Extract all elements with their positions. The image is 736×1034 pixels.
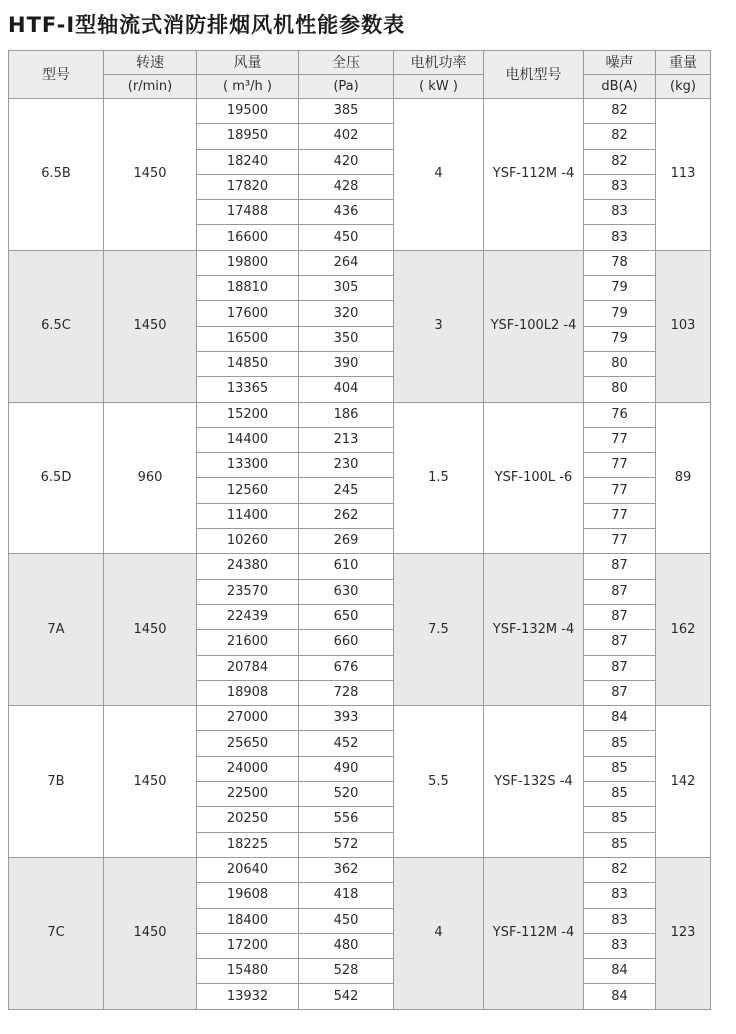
cell-pressure: 556 [299, 807, 394, 832]
table-row [9, 402, 711, 427]
cell-flow: 18950 [197, 124, 299, 149]
cell-motor: YSF-132M -4 [484, 554, 584, 706]
cell-noise: 77 [584, 453, 656, 478]
header-noise-unit: dB(A) [584, 75, 656, 99]
cell-noise: 82 [584, 149, 656, 174]
cell-flow: 16600 [197, 225, 299, 250]
header-flow-unit: ( m³/h ) [197, 75, 299, 99]
cell-flow: 21600 [197, 630, 299, 655]
cell-pressure: 542 [299, 984, 394, 1009]
cell-noise: 87 [584, 655, 656, 680]
cell-noise: 83 [584, 200, 656, 225]
table-row [9, 857, 711, 882]
cell-noise: 76 [584, 402, 656, 427]
header-flow: 风量 [197, 51, 299, 75]
cell-pressure: 660 [299, 630, 394, 655]
cell-motor: YSF-100L2 -4 [484, 250, 584, 402]
cell-noise: 80 [584, 377, 656, 402]
header-weight: 重量 [656, 51, 711, 75]
cell-pressure: 269 [299, 529, 394, 554]
table-body [9, 99, 711, 1010]
cell-flow: 17488 [197, 200, 299, 225]
table-row [9, 554, 711, 579]
cell-pressure: 436 [299, 200, 394, 225]
cell-noise: 83 [584, 883, 656, 908]
header-noise: 噪声 [584, 51, 656, 75]
cell-noise: 79 [584, 301, 656, 326]
cell-noise: 87 [584, 554, 656, 579]
cell-pressure: 262 [299, 503, 394, 528]
header-model: 型号 [9, 51, 104, 99]
cell-weight: 113 [656, 99, 711, 251]
cell-noise: 78 [584, 250, 656, 275]
cell-flow: 19500 [197, 99, 299, 124]
header-pressure: 全压 [299, 51, 394, 75]
cell-flow: 19608 [197, 883, 299, 908]
page-title: HTF-I型轴流式消防排烟风机性能参数表 [8, 13, 406, 37]
cell-model: 6.5D [9, 402, 104, 554]
cell-power: 4 [394, 99, 484, 251]
cell-pressure: 264 [299, 250, 394, 275]
cell-power: 3 [394, 250, 484, 402]
cell-noise: 85 [584, 832, 656, 857]
cell-flow: 13932 [197, 984, 299, 1009]
cell-pressure: 630 [299, 579, 394, 604]
cell-speed: 1450 [104, 857, 197, 1009]
cell-weight: 162 [656, 554, 711, 706]
cell-power: 1.5 [394, 402, 484, 554]
cell-noise: 83 [584, 174, 656, 199]
cell-noise: 82 [584, 124, 656, 149]
cell-pressure: 404 [299, 377, 394, 402]
header-weight-unit: (kg) [656, 75, 711, 99]
cell-flow: 22500 [197, 782, 299, 807]
cell-pressure: 676 [299, 655, 394, 680]
cell-pressure: 480 [299, 933, 394, 958]
cell-noise: 83 [584, 933, 656, 958]
cell-pressure: 245 [299, 478, 394, 503]
cell-pressure: 420 [299, 149, 394, 174]
cell-pressure: 428 [299, 174, 394, 199]
cell-noise: 85 [584, 807, 656, 832]
cell-flow: 20784 [197, 655, 299, 680]
cell-pressure: 418 [299, 883, 394, 908]
cell-weight: 89 [656, 402, 711, 554]
cell-flow: 14850 [197, 351, 299, 376]
cell-noise: 85 [584, 782, 656, 807]
cell-flow: 12560 [197, 478, 299, 503]
cell-motor: YSF-100L -6 [484, 402, 584, 554]
cell-pressure: 305 [299, 276, 394, 301]
cell-noise: 80 [584, 351, 656, 376]
cell-flow: 20250 [197, 807, 299, 832]
cell-noise: 84 [584, 706, 656, 731]
table-row [9, 250, 711, 275]
cell-flow: 24380 [197, 554, 299, 579]
cell-noise: 87 [584, 630, 656, 655]
cell-motor: YSF-132S -4 [484, 706, 584, 858]
cell-flow: 27000 [197, 706, 299, 731]
cell-noise: 79 [584, 326, 656, 351]
header-pressure-unit: (Pa) [299, 75, 394, 99]
cell-flow: 18240 [197, 149, 299, 174]
cell-pressure: 610 [299, 554, 394, 579]
cell-pressure: 490 [299, 756, 394, 781]
cell-noise: 79 [584, 276, 656, 301]
header-speed-unit: (r/min) [104, 75, 197, 99]
cell-flow: 10260 [197, 529, 299, 554]
performance-table [8, 50, 711, 1010]
cell-flow: 22439 [197, 604, 299, 629]
cell-pressure: 572 [299, 832, 394, 857]
header-power-unit: ( kW ) [394, 75, 484, 99]
cell-pressure: 213 [299, 427, 394, 452]
cell-flow: 14400 [197, 427, 299, 452]
cell-pressure: 320 [299, 301, 394, 326]
cell-noise: 84 [584, 984, 656, 1009]
cell-power: 5.5 [394, 706, 484, 858]
table-row [9, 99, 711, 124]
cell-power: 4 [394, 857, 484, 1009]
cell-speed: 960 [104, 402, 197, 554]
cell-pressure: 728 [299, 680, 394, 705]
cell-model: 7C [9, 857, 104, 1009]
cell-noise: 83 [584, 908, 656, 933]
cell-speed: 1450 [104, 706, 197, 858]
cell-model: 7A [9, 554, 104, 706]
cell-model: 6.5C [9, 250, 104, 402]
cell-pressure: 230 [299, 453, 394, 478]
cell-flow: 13300 [197, 453, 299, 478]
cell-noise: 82 [584, 99, 656, 124]
cell-flow: 24000 [197, 756, 299, 781]
cell-weight: 123 [656, 857, 711, 1009]
cell-model: 6.5B [9, 99, 104, 251]
cell-pressure: 450 [299, 225, 394, 250]
cell-noise: 83 [584, 225, 656, 250]
cell-weight: 103 [656, 250, 711, 402]
cell-flow: 20640 [197, 857, 299, 882]
cell-model: 7B [9, 706, 104, 858]
cell-flow: 15480 [197, 959, 299, 984]
cell-pressure: 452 [299, 731, 394, 756]
table-row [9, 706, 711, 731]
cell-pressure: 520 [299, 782, 394, 807]
cell-flow: 18810 [197, 276, 299, 301]
cell-flow: 16500 [197, 326, 299, 351]
cell-noise: 82 [584, 857, 656, 882]
cell-speed: 1450 [104, 99, 197, 251]
cell-flow: 23570 [197, 579, 299, 604]
cell-flow: 11400 [197, 503, 299, 528]
cell-speed: 1450 [104, 554, 197, 706]
cell-noise: 87 [584, 604, 656, 629]
cell-motor: YSF-112M -4 [484, 99, 584, 251]
cell-flow: 18908 [197, 680, 299, 705]
cell-noise: 84 [584, 959, 656, 984]
cell-weight: 142 [656, 706, 711, 858]
cell-noise: 77 [584, 529, 656, 554]
cell-pressure: 650 [299, 604, 394, 629]
cell-pressure: 186 [299, 402, 394, 427]
cell-pressure: 350 [299, 326, 394, 351]
cell-noise: 77 [584, 503, 656, 528]
cell-pressure: 385 [299, 99, 394, 124]
cell-flow: 13365 [197, 377, 299, 402]
header-power: 电机功率 [394, 51, 484, 75]
cell-noise: 85 [584, 756, 656, 781]
cell-noise: 87 [584, 680, 656, 705]
cell-pressure: 402 [299, 124, 394, 149]
table-header [9, 51, 711, 99]
cell-noise: 77 [584, 427, 656, 452]
cell-flow: 25650 [197, 731, 299, 756]
header-motor: 电机型号 [484, 51, 584, 99]
cell-flow: 19800 [197, 250, 299, 275]
cell-pressure: 390 [299, 351, 394, 376]
cell-noise: 87 [584, 579, 656, 604]
cell-flow: 18400 [197, 908, 299, 933]
cell-speed: 1450 [104, 250, 197, 402]
cell-noise: 85 [584, 731, 656, 756]
cell-noise: 77 [584, 478, 656, 503]
cell-flow: 17600 [197, 301, 299, 326]
cell-pressure: 362 [299, 857, 394, 882]
cell-power: 7.5 [394, 554, 484, 706]
cell-pressure: 393 [299, 706, 394, 731]
cell-pressure: 450 [299, 908, 394, 933]
header-speed: 转速 [104, 51, 197, 75]
cell-motor: YSF-112M -4 [484, 857, 584, 1009]
cell-pressure: 528 [299, 959, 394, 984]
cell-flow: 18225 [197, 832, 299, 857]
cell-flow: 15200 [197, 402, 299, 427]
cell-flow: 17820 [197, 174, 299, 199]
cell-flow: 17200 [197, 933, 299, 958]
